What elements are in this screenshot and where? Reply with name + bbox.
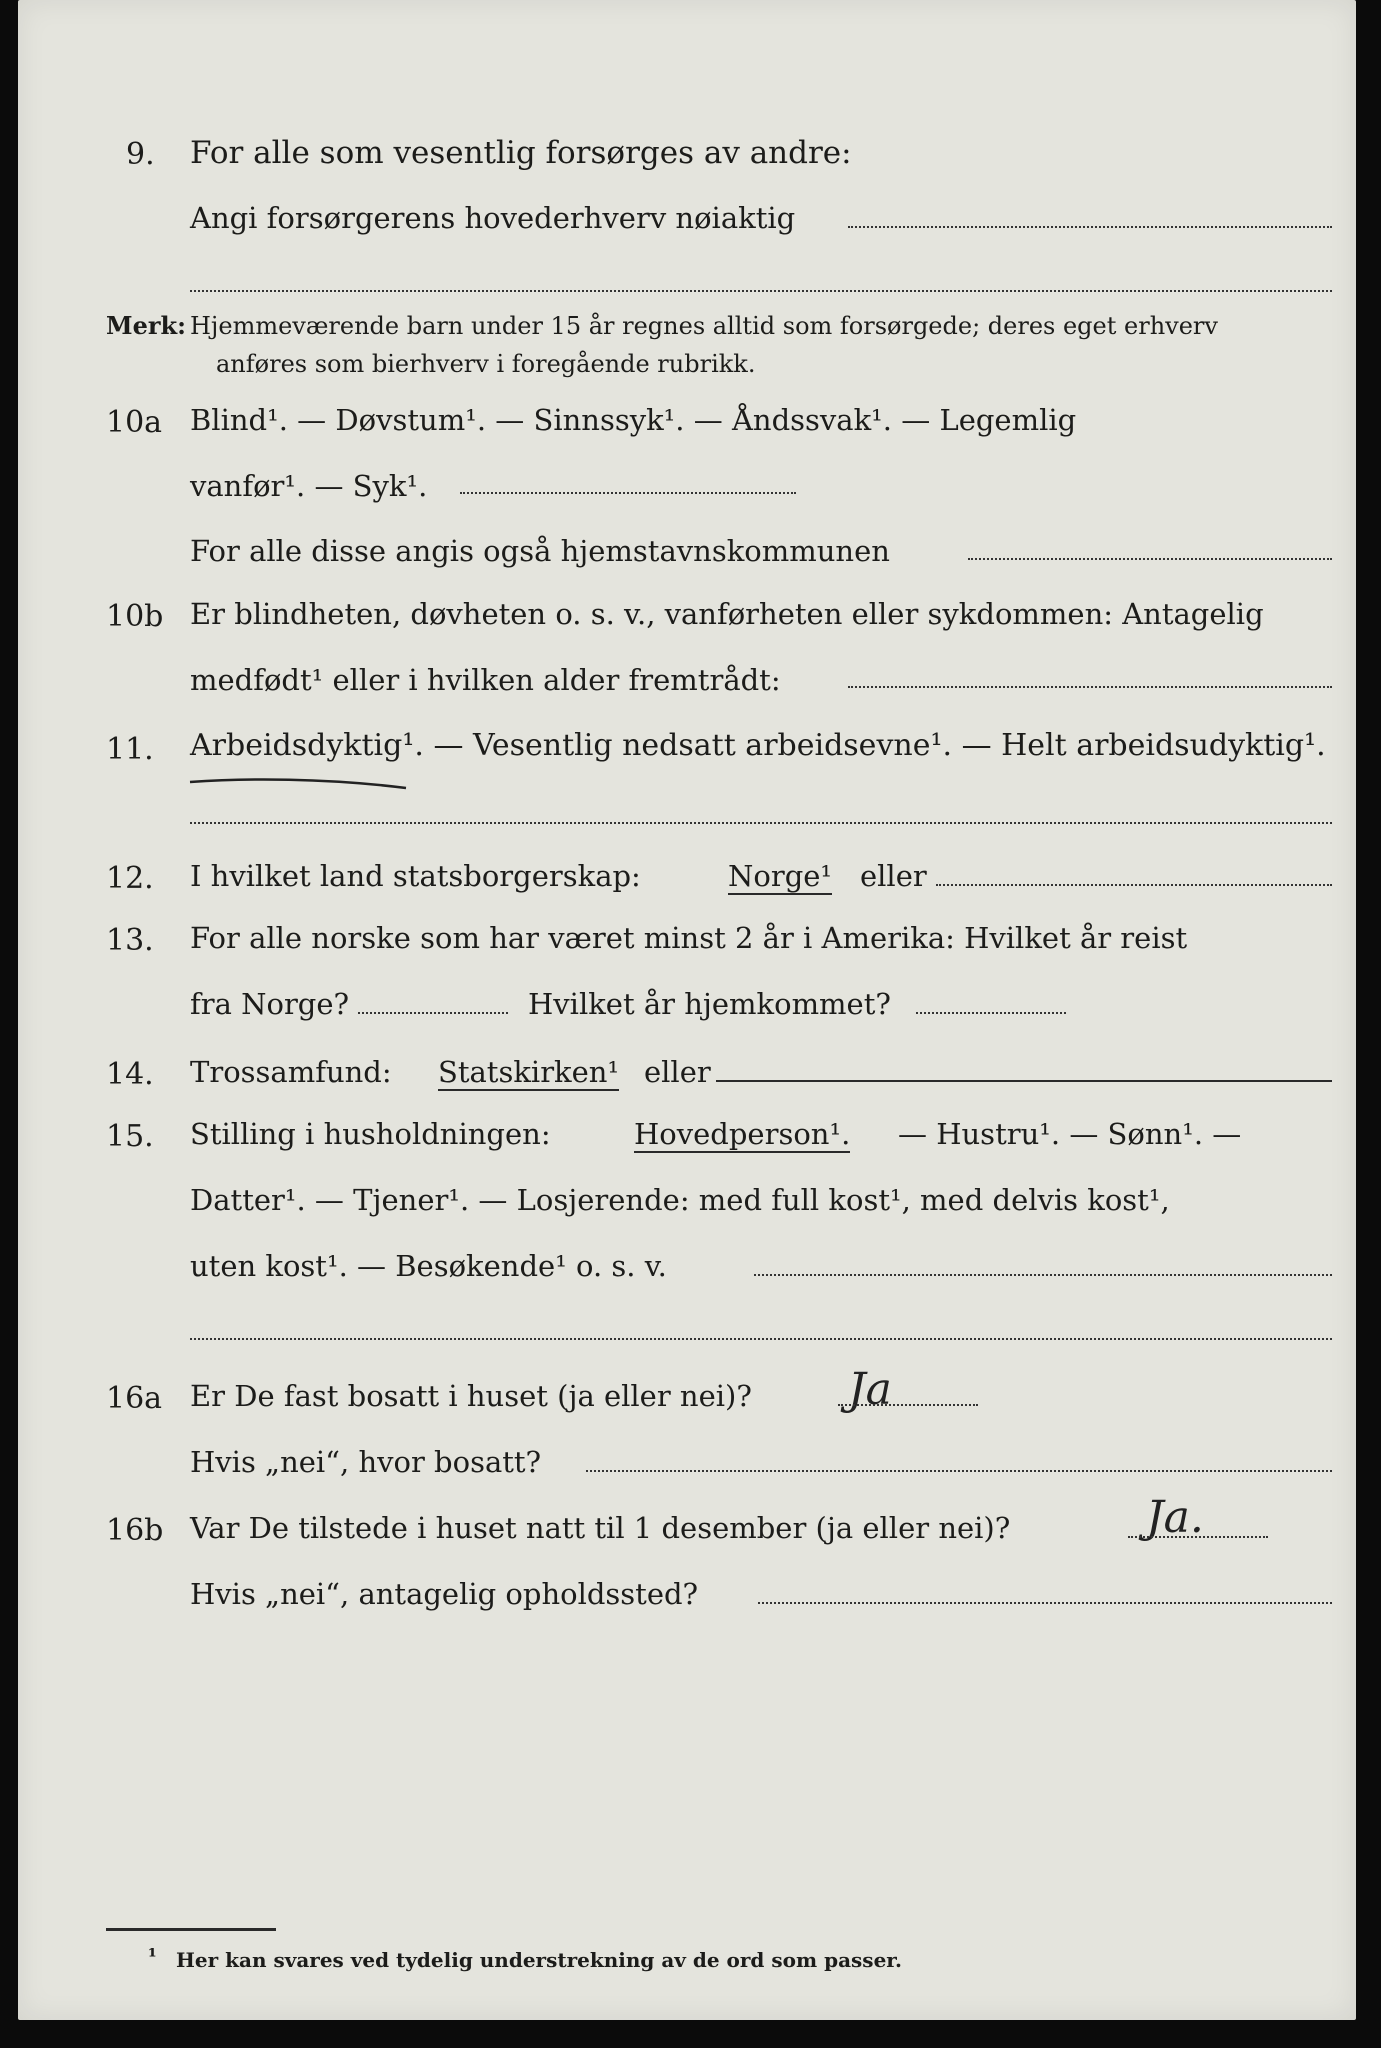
merk-line2: anføres som bierhverv i foregående rubrikk. xyxy=(216,350,756,378)
q15-answer-line-2[interactable] xyxy=(190,1338,1332,1340)
q15-option-hovedperson[interactable]: Hovedperson¹. xyxy=(634,1117,851,1151)
q9-number: 9. xyxy=(126,137,155,172)
q15-number: 15. xyxy=(106,1119,154,1154)
q10a-number: 10a xyxy=(106,405,163,440)
q15-prefix: Stilling i husholdningen: xyxy=(190,1117,551,1151)
q16b-handwritten-answer: Ja. xyxy=(1146,1492,1204,1543)
q16a-bosatt-line[interactable] xyxy=(586,1470,1332,1472)
q10a-line1: Blind¹. — Døvstum¹. — Sinnssyk¹. — Åndssvak¹. — Legemlig xyxy=(190,403,1077,437)
q11-number: 11. xyxy=(106,732,154,767)
q13-line2a: fra Norge? xyxy=(190,987,350,1021)
q12-option-norge[interactable]: Norge¹ xyxy=(728,859,833,893)
q10a-line2: vanfør¹. — Syk¹. xyxy=(190,469,428,503)
q13-number: 13. xyxy=(106,923,154,958)
q10b-line1: Er blindheten, døvheten o. s. v., vanførheten eller sykdommen: Antagelig xyxy=(190,597,1264,631)
footnote-text: Her kan svares ved tydelig understrekning av de ord som passer. xyxy=(176,1948,902,1972)
q9-answer-line-2[interactable] xyxy=(190,290,1332,292)
q13-hjemkommet-line[interactable] xyxy=(916,1012,1066,1014)
q9-line1: For alle som vesentlig forsørges av andre: xyxy=(190,135,852,171)
q12-prefix: I hvilket land statsborgerskap: xyxy=(190,859,641,893)
q13-reist-line[interactable] xyxy=(358,1012,508,1014)
q10b-alder-line[interactable] xyxy=(848,686,1332,688)
q16a-line2: Hvis „nei“, hvor bosatt? xyxy=(190,1445,542,1479)
q9-answer-line[interactable] xyxy=(848,226,1332,228)
q10b-line2: medfødt¹ eller i hvilken alder fremtrådt: xyxy=(190,663,781,697)
q16a-number: 16a xyxy=(106,1381,163,1416)
merk-line1: Hjemmeværende barn under 15 år regnes alltid som forsørgede; deres eget erhverv xyxy=(190,312,1218,340)
q13-line2b: Hvilket år hjemkommet? xyxy=(528,987,891,1021)
q16b-answer-line[interactable] xyxy=(1128,1536,1268,1538)
q12-suffix: eller xyxy=(860,859,927,893)
q10b-number: 10b xyxy=(106,599,164,634)
q16a-answer-line[interactable] xyxy=(838,1404,978,1406)
q14-prefix: Trossamfund: xyxy=(190,1055,392,1089)
q16b-opholdssted-line[interactable] xyxy=(758,1602,1332,1604)
q12-answer-line[interactable] xyxy=(936,884,1332,886)
q10a-line3: For alle disse angis også hjemstavnskommunen xyxy=(190,534,890,568)
q16a-handwritten-answer: Ja xyxy=(848,1364,892,1415)
q14-number: 14. xyxy=(106,1057,154,1092)
q10a-syk-line[interactable] xyxy=(460,492,796,494)
q15-line2: Datter¹. — Tjener¹. — Losjerende: med full kost¹, med delvis kost¹, xyxy=(190,1183,1170,1217)
q10a-hjemstavn-line[interactable] xyxy=(968,558,1332,560)
census-form-page xyxy=(18,0,1356,2020)
q14-option-statskirken[interactable]: Statskirken¹ xyxy=(438,1055,620,1089)
q15-line3: uten kost¹. — Besøkende¹ o. s. v. xyxy=(190,1249,667,1283)
q16b-line1: Var De tilstede i huset natt til 1 desember (ja eller nei)? xyxy=(190,1511,1011,1545)
merk-label: Merk: xyxy=(106,311,186,340)
q11-answer-line[interactable] xyxy=(190,822,1332,824)
q11-line1: Arbeidsdyktig¹. — Vesentlig nedsatt arbeidsevne¹. — Helt arbeidsudyktig¹. xyxy=(190,728,1326,763)
q13-line1: For alle norske som har været minst 2 år i Amerika: Hvilket år reist xyxy=(190,921,1188,955)
q14-suffix: eller xyxy=(644,1055,711,1089)
q12-number: 12. xyxy=(106,861,154,896)
q14-answer-line[interactable] xyxy=(716,1080,1332,1082)
footnote-rule xyxy=(106,1928,276,1931)
q9-line2: Angi forsørgerens hovederhverv nøiaktig xyxy=(190,201,796,235)
q16b-number: 16b xyxy=(106,1513,164,1548)
q11-handwritten-underline xyxy=(186,770,416,796)
q15-answer-line[interactable] xyxy=(754,1274,1332,1276)
footnote-mark: ¹ xyxy=(148,1944,157,1968)
q15-line1-rest: — Hustru¹. — Sønn¹. — xyxy=(898,1117,1242,1151)
q16b-line2: Hvis „nei“, antagelig opholdssted? xyxy=(190,1577,699,1611)
q16a-line1: Er De fast bosatt i huset (ja eller nei)? xyxy=(190,1379,752,1413)
